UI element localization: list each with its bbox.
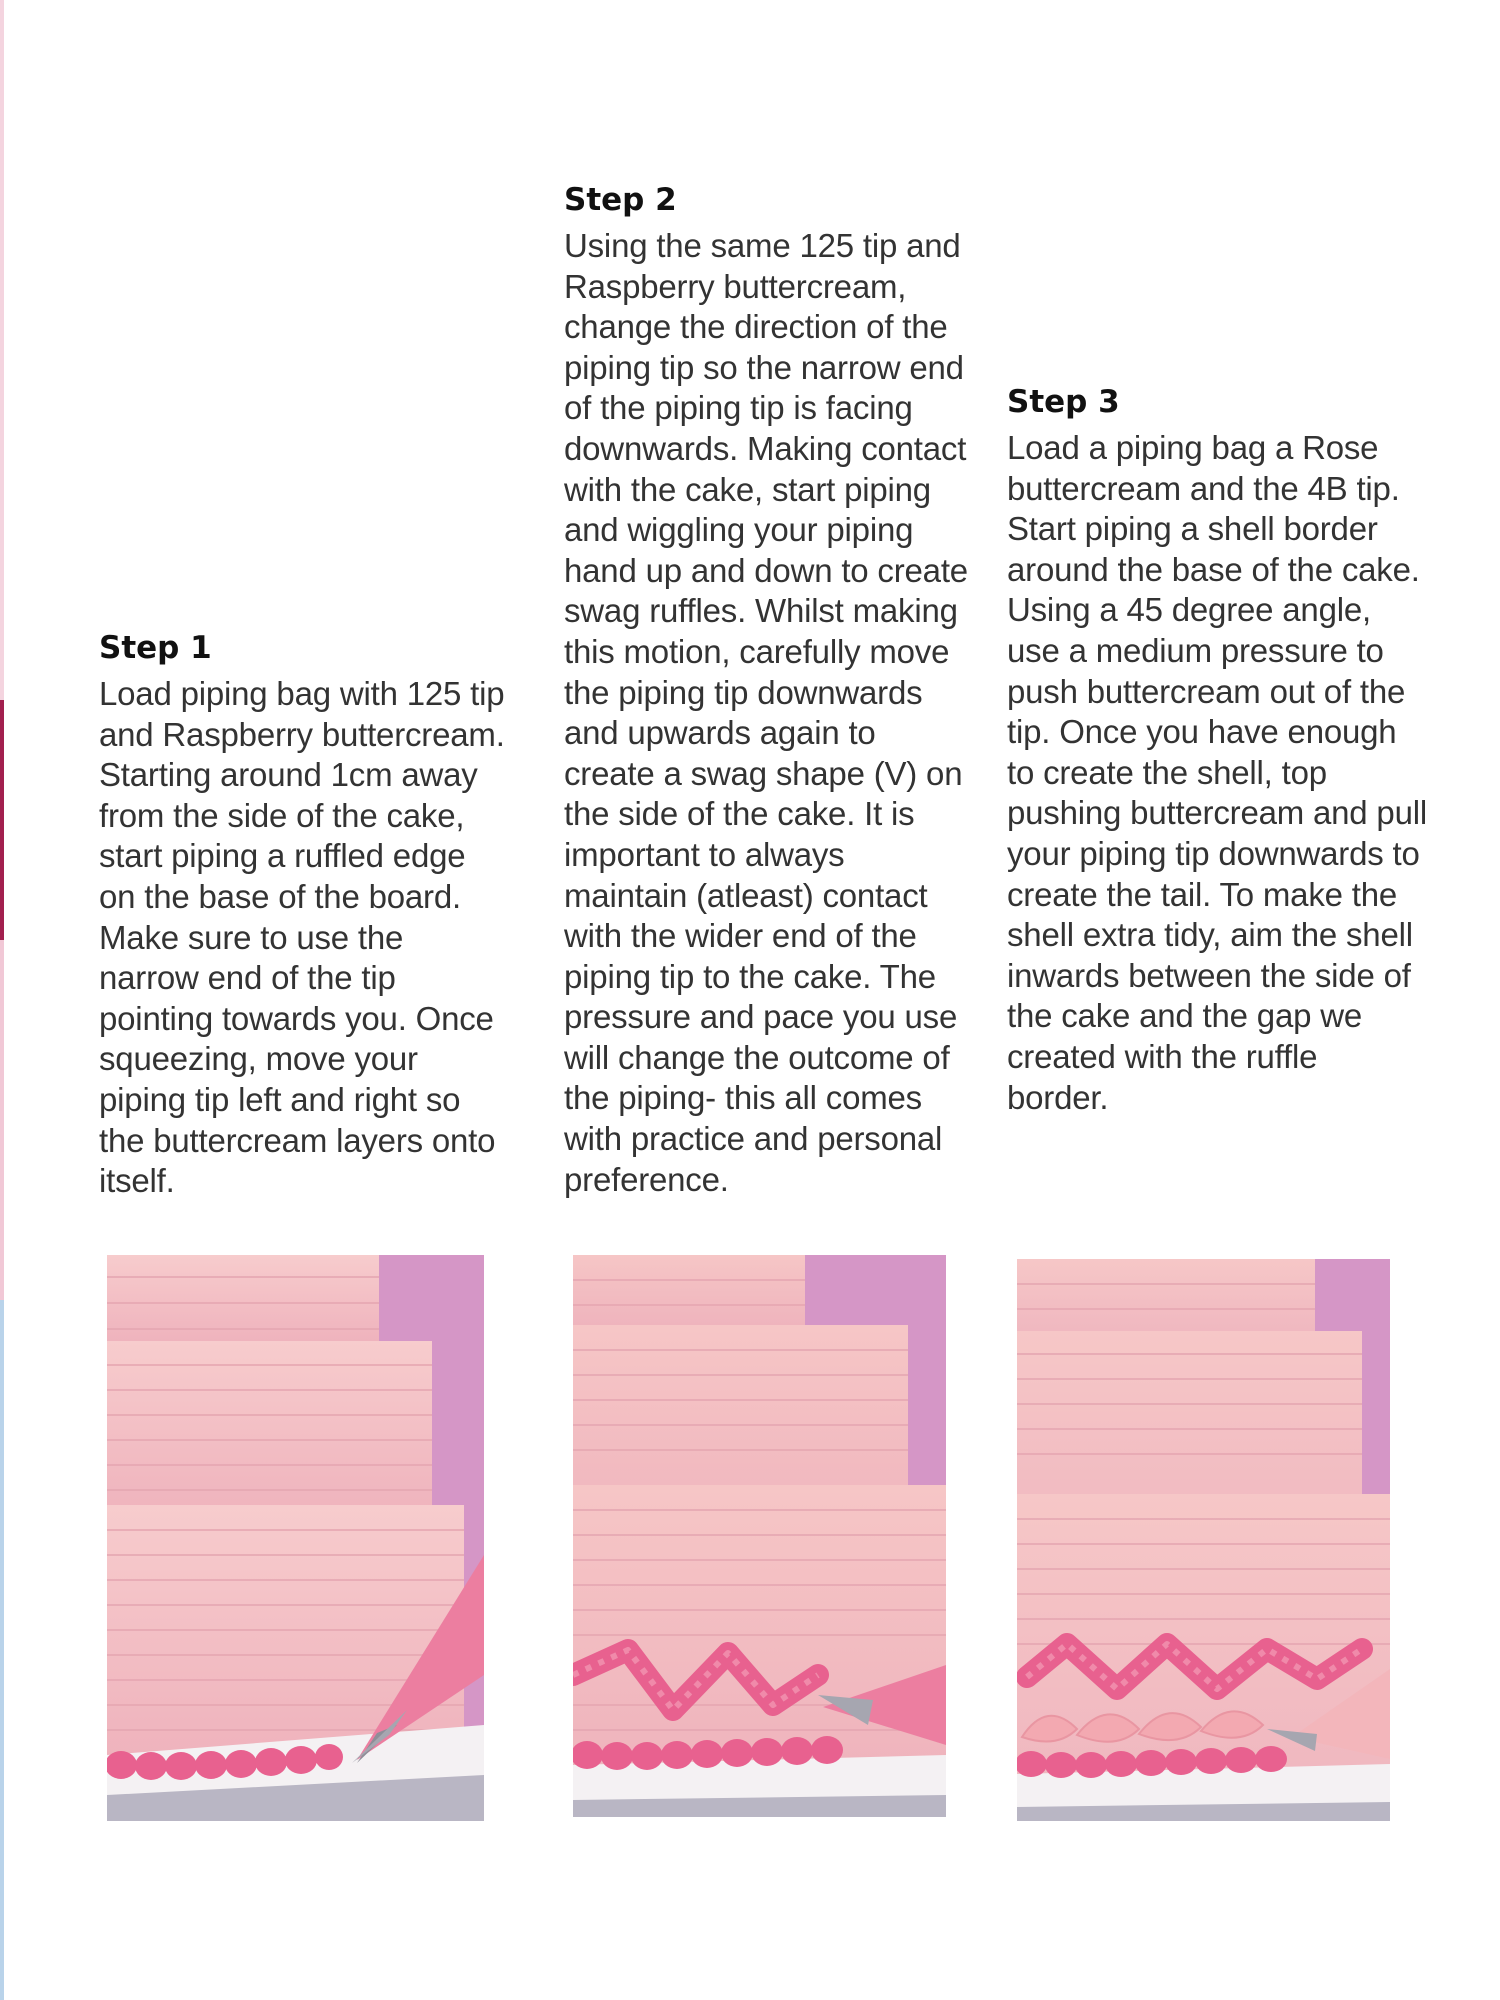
page-edge-strip [0, 0, 4, 700]
cake-swag-ruffle-photo [573, 1255, 946, 1817]
cake-shell-border-photo [1017, 1259, 1390, 1821]
cake-ruffle-edge-photo [107, 1255, 484, 1821]
step-1-text: Load piping bag with 125 tip and Raspberry buttercream. Starting around 1cm away from the side of the cake, start piping a ruffled edge on the base of the board. Make sure to use the narrow end of the tip pointing towards you. Once squeezing, move your piping tip left and right so the buttercream layers onto itself. [99, 675, 505, 1200]
page-edge-strip [0, 940, 4, 1300]
step-2-title: Step 2 [564, 182, 677, 218]
step-3-photo [1017, 1259, 1390, 1821]
step-3-block [1007, 382, 1427, 1118]
step-3-text: Load a piping bag a Rose buttercream and the 4B tip. Start piping a shell border around the base of the cake. Using a 45 degree angle, use a medium pressure to push buttercream out of the tip. Once you have enough to create the shell, top pushing buttercream and pull your piping tip downwards to create the tail. To make the shell extra tidy, aim the shell inwards between the side of the cake and the gap we created with the ruffle border. [1007, 429, 1428, 1116]
step-3-title: Step 3 [1007, 384, 1120, 420]
page-edge-strip [0, 700, 4, 940]
step-2-text: Using the same 125 tip and Raspberry buttercream, change the direction of the piping tip so the narrow end of the piping tip is facing downwards. Making contact with the cake, start piping and wiggling your piping hand up and down to create swag ruffles. Whilst making this motion, carefully move the piping tip downwards and upwards again to create a swag shape (V) on the side of the cake. It is important to always maintain (atleast) contact with the wider end of the piping tip to the cake. The pressure and pace you use will change the outcome of the piping- this all comes with practice and personal preference. [564, 227, 968, 1198]
step-1-title: Step 1 [99, 630, 212, 666]
step-2-block [564, 180, 974, 1200]
step-1-photo [107, 1255, 484, 1821]
step-2-photo [573, 1255, 946, 1817]
page-edge-strip [0, 1300, 4, 2000]
step-1-block [99, 628, 509, 1202]
